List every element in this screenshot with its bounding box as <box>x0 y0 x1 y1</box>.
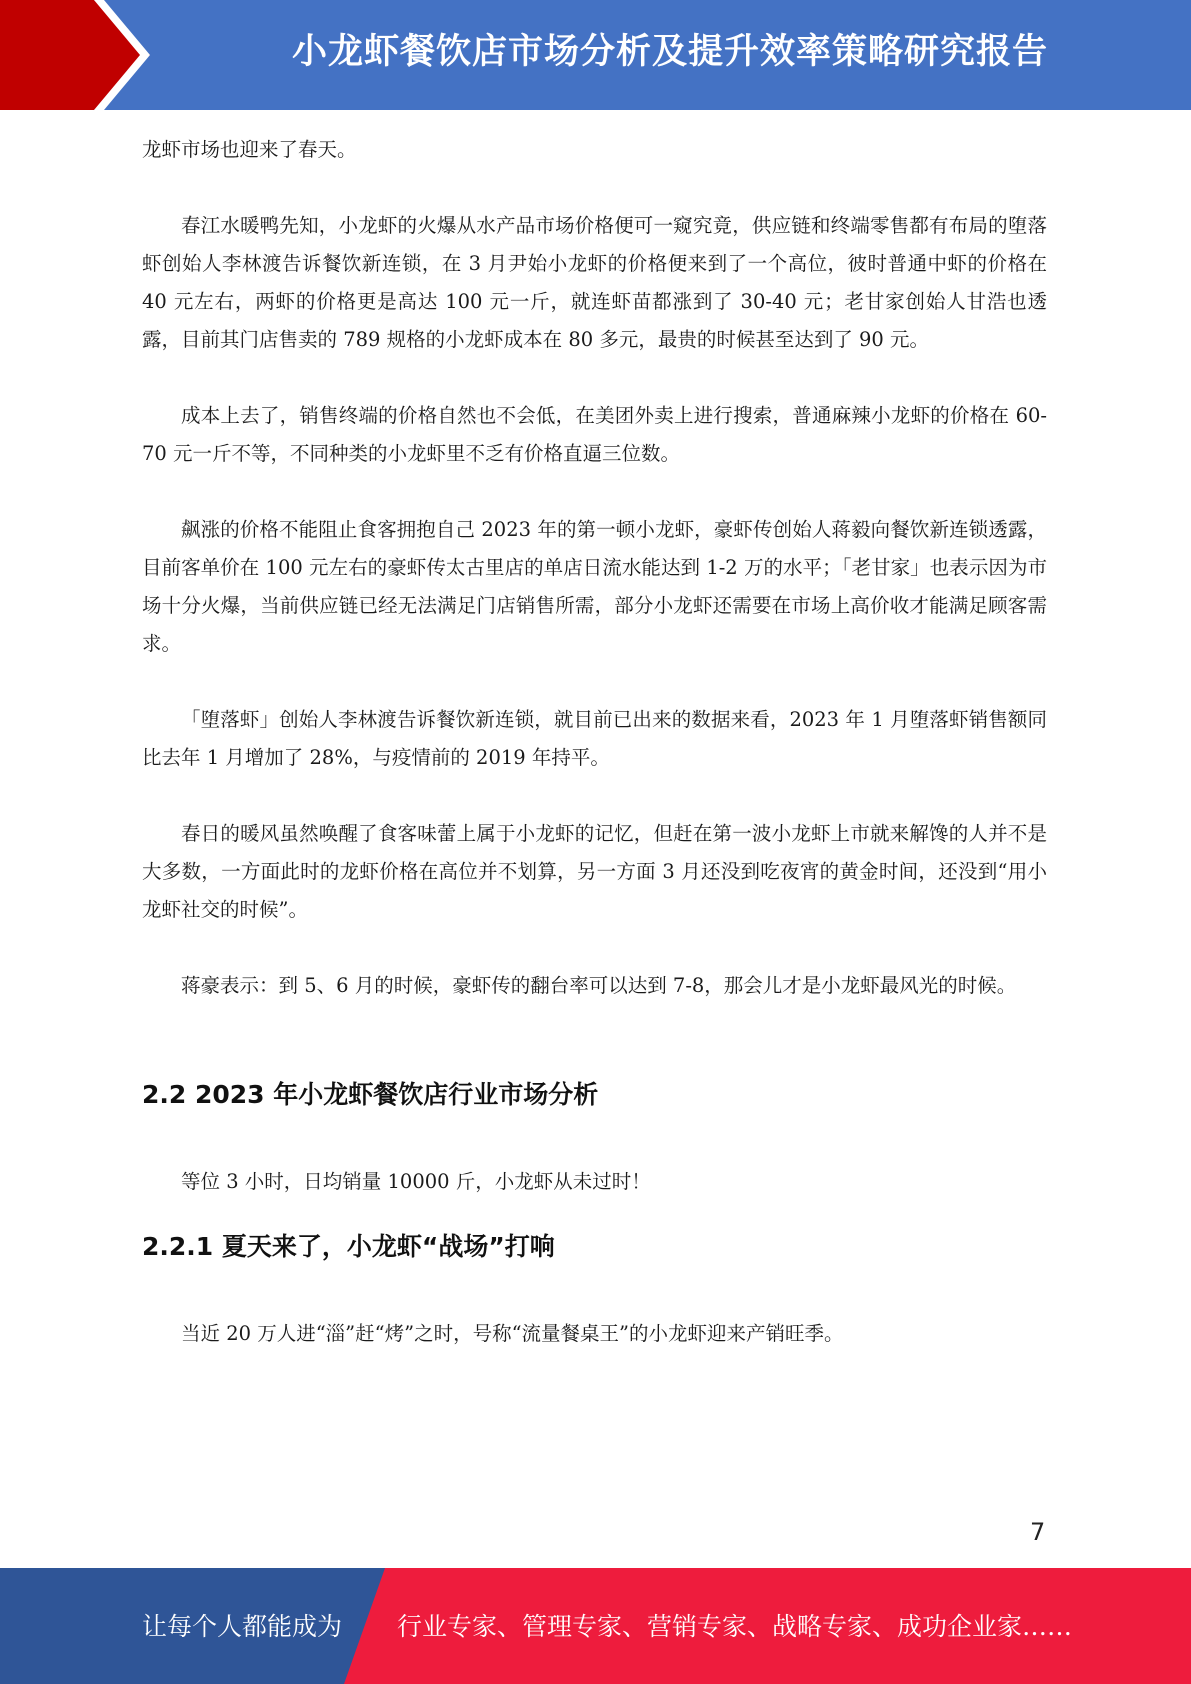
paragraph: 春日的暖风虽然唤醒了食客味蕾上属于小龙虾的记忆，但赶在第一波小龙虾上市就来解馋的人并不是大多数，一方面此时的龙虾价格在高位并不划算，另一方面 3 月还没到吃夜宵的黄金时间，还没到“用小龙虾社交的时候”。 <box>142 822 1047 921</box>
report-title: 小龙虾餐饮店市场分析及提升效率策略研究报告 <box>291 32 1048 72</box>
paragraph: 等位 3 小时，日均销量 10000 斤，小龙虾从未过时！ <box>181 1170 651 1193</box>
page-header <box>0 0 1191 110</box>
page-footer <box>0 1568 1191 1684</box>
page-number: 7 <box>1030 1518 1046 1546</box>
section-heading: 2.2 2023 年小龙虾餐饮店行业市场分析 <box>142 1080 599 1109</box>
subsection-heading: 2.2.1 夏天来了，小龙虾“战场”打响 <box>142 1232 555 1261</box>
paragraph: 蒋豪表示：到 5、6 月的时候，豪虾传的翻台率可以达到 7-8，那会儿才是小龙虾最风光的时候。 <box>181 974 1017 997</box>
paragraph: 春江水暖鸭先知，小龙虾的火爆从水产品市场价格便可一窥究竟，供应链和终端零售都有布局的堕落虾创始人李林渡告诉餐饮新连锁，在 3 月尹始小龙虾的价格便来到了一个高位，彼时普通中虾的价格在 40 元左右，两虾的价格更是高达 100 元一斤，就连虾苗都涨到了 30-40 元；老甘家创始人甘浩也透露，目前其门店售卖的 789 规格的小龙虾成本在 80 多元，最贵的时候甚至达到了 90 元。 <box>142 214 1047 351</box>
footer-slogan-left: 让每个人都能成为 <box>142 1612 343 1641</box>
paragraph: 成本上去了，销售终端的价格自然也不会低，在美团外卖上进行搜索，普通麻辣小龙虾的价格在 60-70 元一斤不等，不同种类的小龙虾里不乏有价格直逼三位数。 <box>142 404 1047 465</box>
header-arrow-decoration <box>0 0 150 110</box>
paragraph: 飙涨的价格不能阻止食客拥抱自己 2023 年的第一顿小龙虾，豪虾传创始人蒋毅向餐饮新连锁透露，目前客单价在 100 元左右的豪虾传太古里店的单店日流水能达到 1-2 万的水平；「老甘家」也表示因为市场十分火爆，当前供应链已经无法满足门店销售所需，部分小龙虾还需要在市场上高价收才能满足顾客需求。 <box>142 518 1047 655</box>
footer-slogan-right: 行业专家、管理专家、营销专家、战略专家、成功企业家…… <box>397 1612 1073 1641</box>
document-body <box>142 131 1047 1353</box>
paragraph: 「堕落虾」创始人李林渡告诉餐饮新连锁，就目前已出来的数据来看，2023 年 1 月堕落虾销售额同比去年 1 月增加了 28%，与疫情前的 2019 年持平。 <box>142 708 1047 769</box>
paragraph: 龙虾市场也迎来了春天。 <box>142 138 357 161</box>
paragraph: 当近 20 万人进“淄”赶“烤”之时，号称“流量餐桌王”的小龙虾迎来产销旺季。 <box>181 1322 844 1345</box>
